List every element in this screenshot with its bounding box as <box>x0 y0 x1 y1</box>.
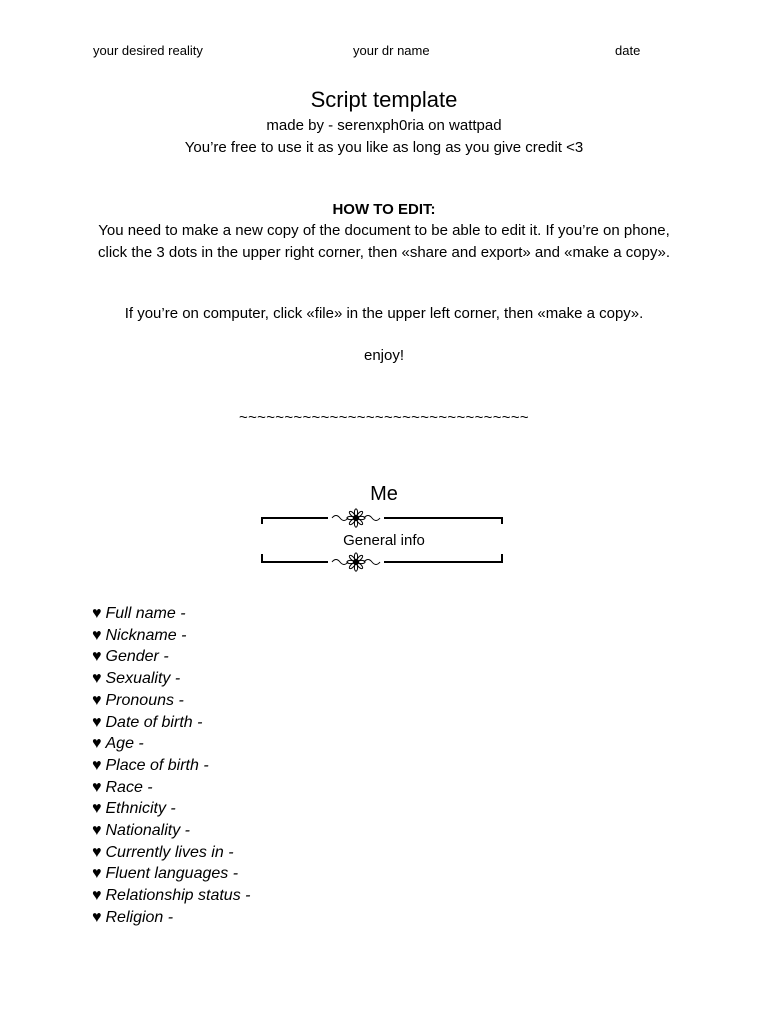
header-date: date <box>615 43 641 58</box>
list-item <box>92 798 250 820</box>
list-item <box>92 603 250 625</box>
list-item <box>92 777 250 799</box>
field-label: Fluent languages - <box>105 865 239 883</box>
list-item <box>92 820 250 842</box>
list-item <box>92 690 250 712</box>
ornamental-frame-top <box>260 508 504 528</box>
field-label: Pronouns - <box>105 691 184 709</box>
list-item <box>92 863 250 885</box>
heart-icon: ♥ <box>92 626 102 644</box>
how-to-edit-phone-instructions: You need to make a new copy of the document to be able to edit it. If you’re on phone, click the 3 dots in the upper right corner, then «share and export» and «make a copy». <box>97 222 671 261</box>
header-dr-name: your dr name <box>353 43 430 58</box>
field-label: Religion - <box>105 908 174 926</box>
document-title: Script template <box>310 87 458 112</box>
tilde-divider: ~~~~~~~~~~~~~~~~~~~~~~~~~~~~~~~~ <box>239 409 529 426</box>
field-label: Date of birth - <box>105 713 203 731</box>
heart-icon: ♥ <box>92 735 102 753</box>
list-item <box>92 907 250 929</box>
heart-icon: ♥ <box>92 843 102 861</box>
heart-icon: ♥ <box>92 865 102 883</box>
heart-icon: ♥ <box>92 800 102 818</box>
general-info-field-list <box>92 603 250 929</box>
section-label-general-info: General info <box>343 532 425 549</box>
field-label: Age - <box>105 735 144 753</box>
field-label: Sexuality - <box>105 670 181 688</box>
how-to-edit-heading: HOW TO EDIT: <box>332 201 436 218</box>
heart-icon: ♥ <box>92 648 102 666</box>
list-item <box>92 733 250 755</box>
field-label: Ethnicity - <box>105 800 176 818</box>
list-item <box>92 646 250 668</box>
list-item <box>92 625 250 647</box>
heart-icon: ♥ <box>92 713 102 731</box>
heart-icon: ♥ <box>92 908 102 926</box>
field-label: Place of birth - <box>105 756 209 774</box>
heart-icon: ♥ <box>92 778 102 796</box>
list-item <box>92 842 250 864</box>
heart-icon: ♥ <box>92 822 102 840</box>
field-label: Nickname - <box>105 626 187 644</box>
field-label: Nationality - <box>105 822 190 840</box>
field-label: Relationship status - <box>105 887 251 905</box>
ornamental-frame-bottom <box>260 552 504 572</box>
header-desired-reality: your desired reality <box>93 43 203 58</box>
credit-note: You’re free to use it as you like as long as you give credit <3 <box>184 139 584 156</box>
heart-icon: ♥ <box>92 605 102 622</box>
daisy-ornament-icon <box>347 509 365 527</box>
field-label: Currently lives in - <box>105 843 234 861</box>
author-byline: made by - serenxph0ria on wattpad <box>266 117 502 134</box>
heart-icon: ♥ <box>92 756 102 774</box>
field-label: Full name - <box>105 605 186 622</box>
heart-icon: ♥ <box>92 887 102 905</box>
how-to-edit-computer-instructions: If you’re on computer, click «file» in the upper left corner, then «make a copy». <box>124 305 644 322</box>
list-item <box>92 712 250 734</box>
field-label: Gender - <box>105 648 169 666</box>
list-item <box>92 885 250 907</box>
heart-icon: ♥ <box>92 670 102 688</box>
daisy-ornament-icon <box>347 553 365 571</box>
enjoy-note: enjoy! <box>363 347 405 364</box>
list-item <box>92 668 250 690</box>
field-label: Race - <box>105 778 153 796</box>
section-title: Me <box>370 483 398 505</box>
page-header <box>0 43 768 61</box>
heart-icon: ♥ <box>92 691 102 709</box>
list-item <box>92 755 250 777</box>
